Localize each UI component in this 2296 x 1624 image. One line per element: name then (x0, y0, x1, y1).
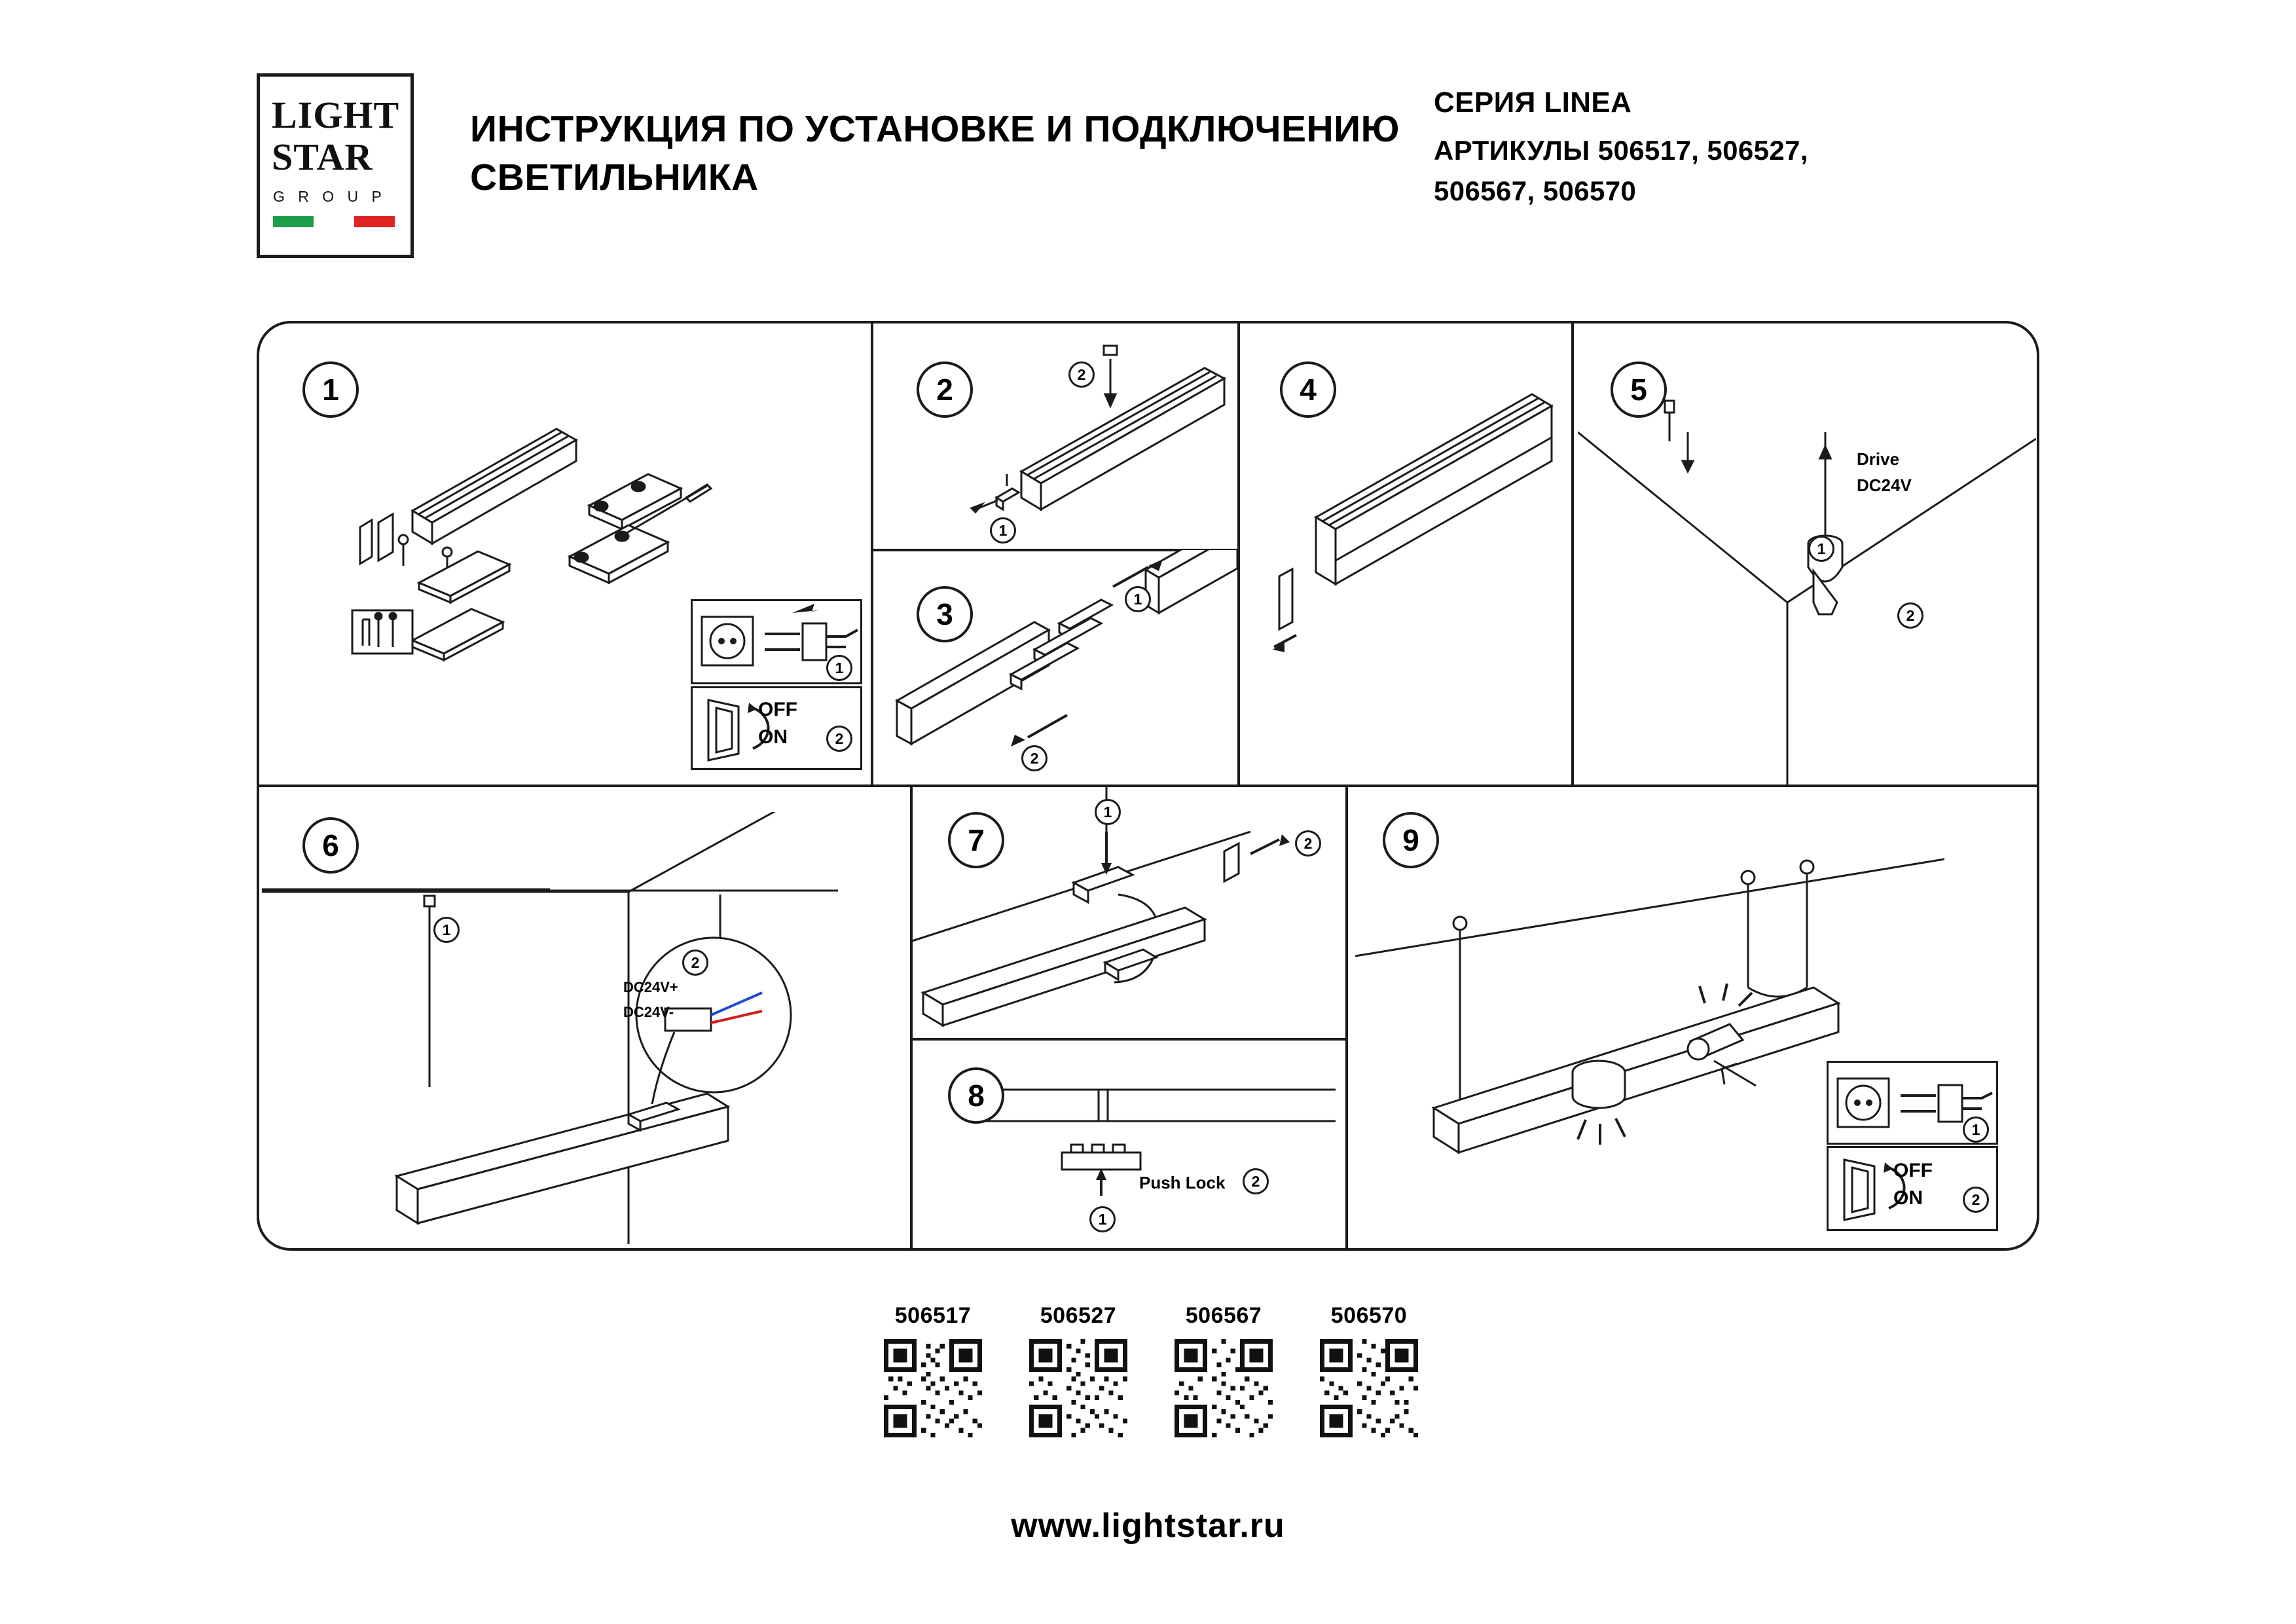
step-badge-6: 6 (302, 817, 359, 874)
callout-1-step7: 1 (1095, 799, 1121, 825)
callout-1-socket: 1 (826, 655, 852, 681)
step-badge-8: 8 (948, 1067, 1004, 1124)
step-badge-5: 5 (1611, 361, 1667, 418)
frame-divider-v5 (1345, 784, 1348, 1251)
callout-1-step9: 1 (1963, 1116, 1989, 1143)
qr-image-506527[interactable] (1029, 1339, 1127, 1437)
articles-line-2: 506567, 506570 (1434, 175, 1637, 206)
callout-2-switch: 2 (826, 726, 852, 752)
qr-number-506567: 506567 (1185, 1303, 1262, 1328)
step-badge-9: 9 (1383, 812, 1439, 868)
articles-line-1: АРТИКУЛЫ 506517, 506527, (1434, 135, 1809, 166)
brand-line-2: STAR (272, 136, 373, 178)
callout-1-step5: 1 (1808, 536, 1834, 562)
qr-code-list (871, 1303, 1460, 1460)
callout-1-step6: 1 (433, 917, 460, 943)
step-badge-1: 1 (302, 361, 359, 418)
callout-1-step8: 1 (1089, 1206, 1116, 1232)
website-url[interactable]: www.lightstar.ru (1011, 1507, 1285, 1545)
callout-2-step6: 2 (682, 950, 708, 976)
qr-number-506527: 506527 (1040, 1303, 1117, 1328)
qr-number-506570: 506570 (1330, 1303, 1408, 1328)
label-drive: Drive (1857, 449, 1900, 469)
step-3-illustration (871, 550, 1237, 784)
series-block (1434, 82, 2121, 212)
brand-logo (257, 73, 414, 258)
label-on: ON (758, 726, 788, 748)
brand-flag (273, 216, 395, 227)
brand-line-3: G R O U P (273, 188, 386, 205)
step-badge-4: 4 (1280, 361, 1336, 418)
step-badge-2: 2 (917, 361, 973, 418)
callout-1-step2: 1 (990, 517, 1016, 544)
label-off-2: OFF (1893, 1160, 1933, 1181)
label-dc24v-plus: DC24V+ (623, 979, 678, 995)
series-label: СЕРИЯ LINEA (1434, 86, 1632, 119)
qr-item-506527 (1016, 1303, 1140, 1437)
qr-number-506517: 506517 (894, 1303, 972, 1328)
qr-item-506567 (1161, 1303, 1286, 1437)
step-badge-3: 3 (917, 586, 973, 642)
brand-line-1: LIGHT (272, 94, 400, 136)
label-dc24v: DC24V (1857, 475, 1912, 495)
callout-2-step2: 2 (1068, 361, 1095, 388)
callout-2-step5: 2 (1897, 602, 1923, 629)
step-badge-7: 7 (948, 812, 1004, 868)
label-on-2: ON (1893, 1187, 1923, 1209)
callout-2-step7: 2 (1295, 830, 1321, 857)
step-4-illustration (1270, 380, 1571, 694)
callout-1-step3: 1 (1125, 586, 1151, 612)
label-dc24v-minus: DC24V- (623, 1004, 674, 1020)
label-push-lock: Push Lock (1139, 1173, 1226, 1192)
callout-2-step3: 2 (1021, 745, 1048, 771)
step-6-illustration (262, 812, 917, 1251)
qr-item-506570 (1307, 1303, 1431, 1437)
qr-image-506567[interactable] (1175, 1339, 1273, 1437)
frame-divider-v3 (1571, 321, 1574, 784)
label-off: OFF (758, 699, 797, 720)
callout-2-step8: 2 (1243, 1168, 1269, 1194)
callout-2-step9: 2 (1963, 1187, 1989, 1213)
qr-image-506517[interactable] (884, 1339, 982, 1437)
step-8-illustration (982, 1061, 1336, 1231)
qr-item-506517 (871, 1303, 995, 1437)
qr-image-506570[interactable] (1320, 1339, 1418, 1437)
page-title: ИНСТРУКЦИЯ ПО УСТАНОВКЕ И ПОДКЛЮЧЕНИЮ СВЕТИЛЬНИКА (470, 108, 1400, 198)
